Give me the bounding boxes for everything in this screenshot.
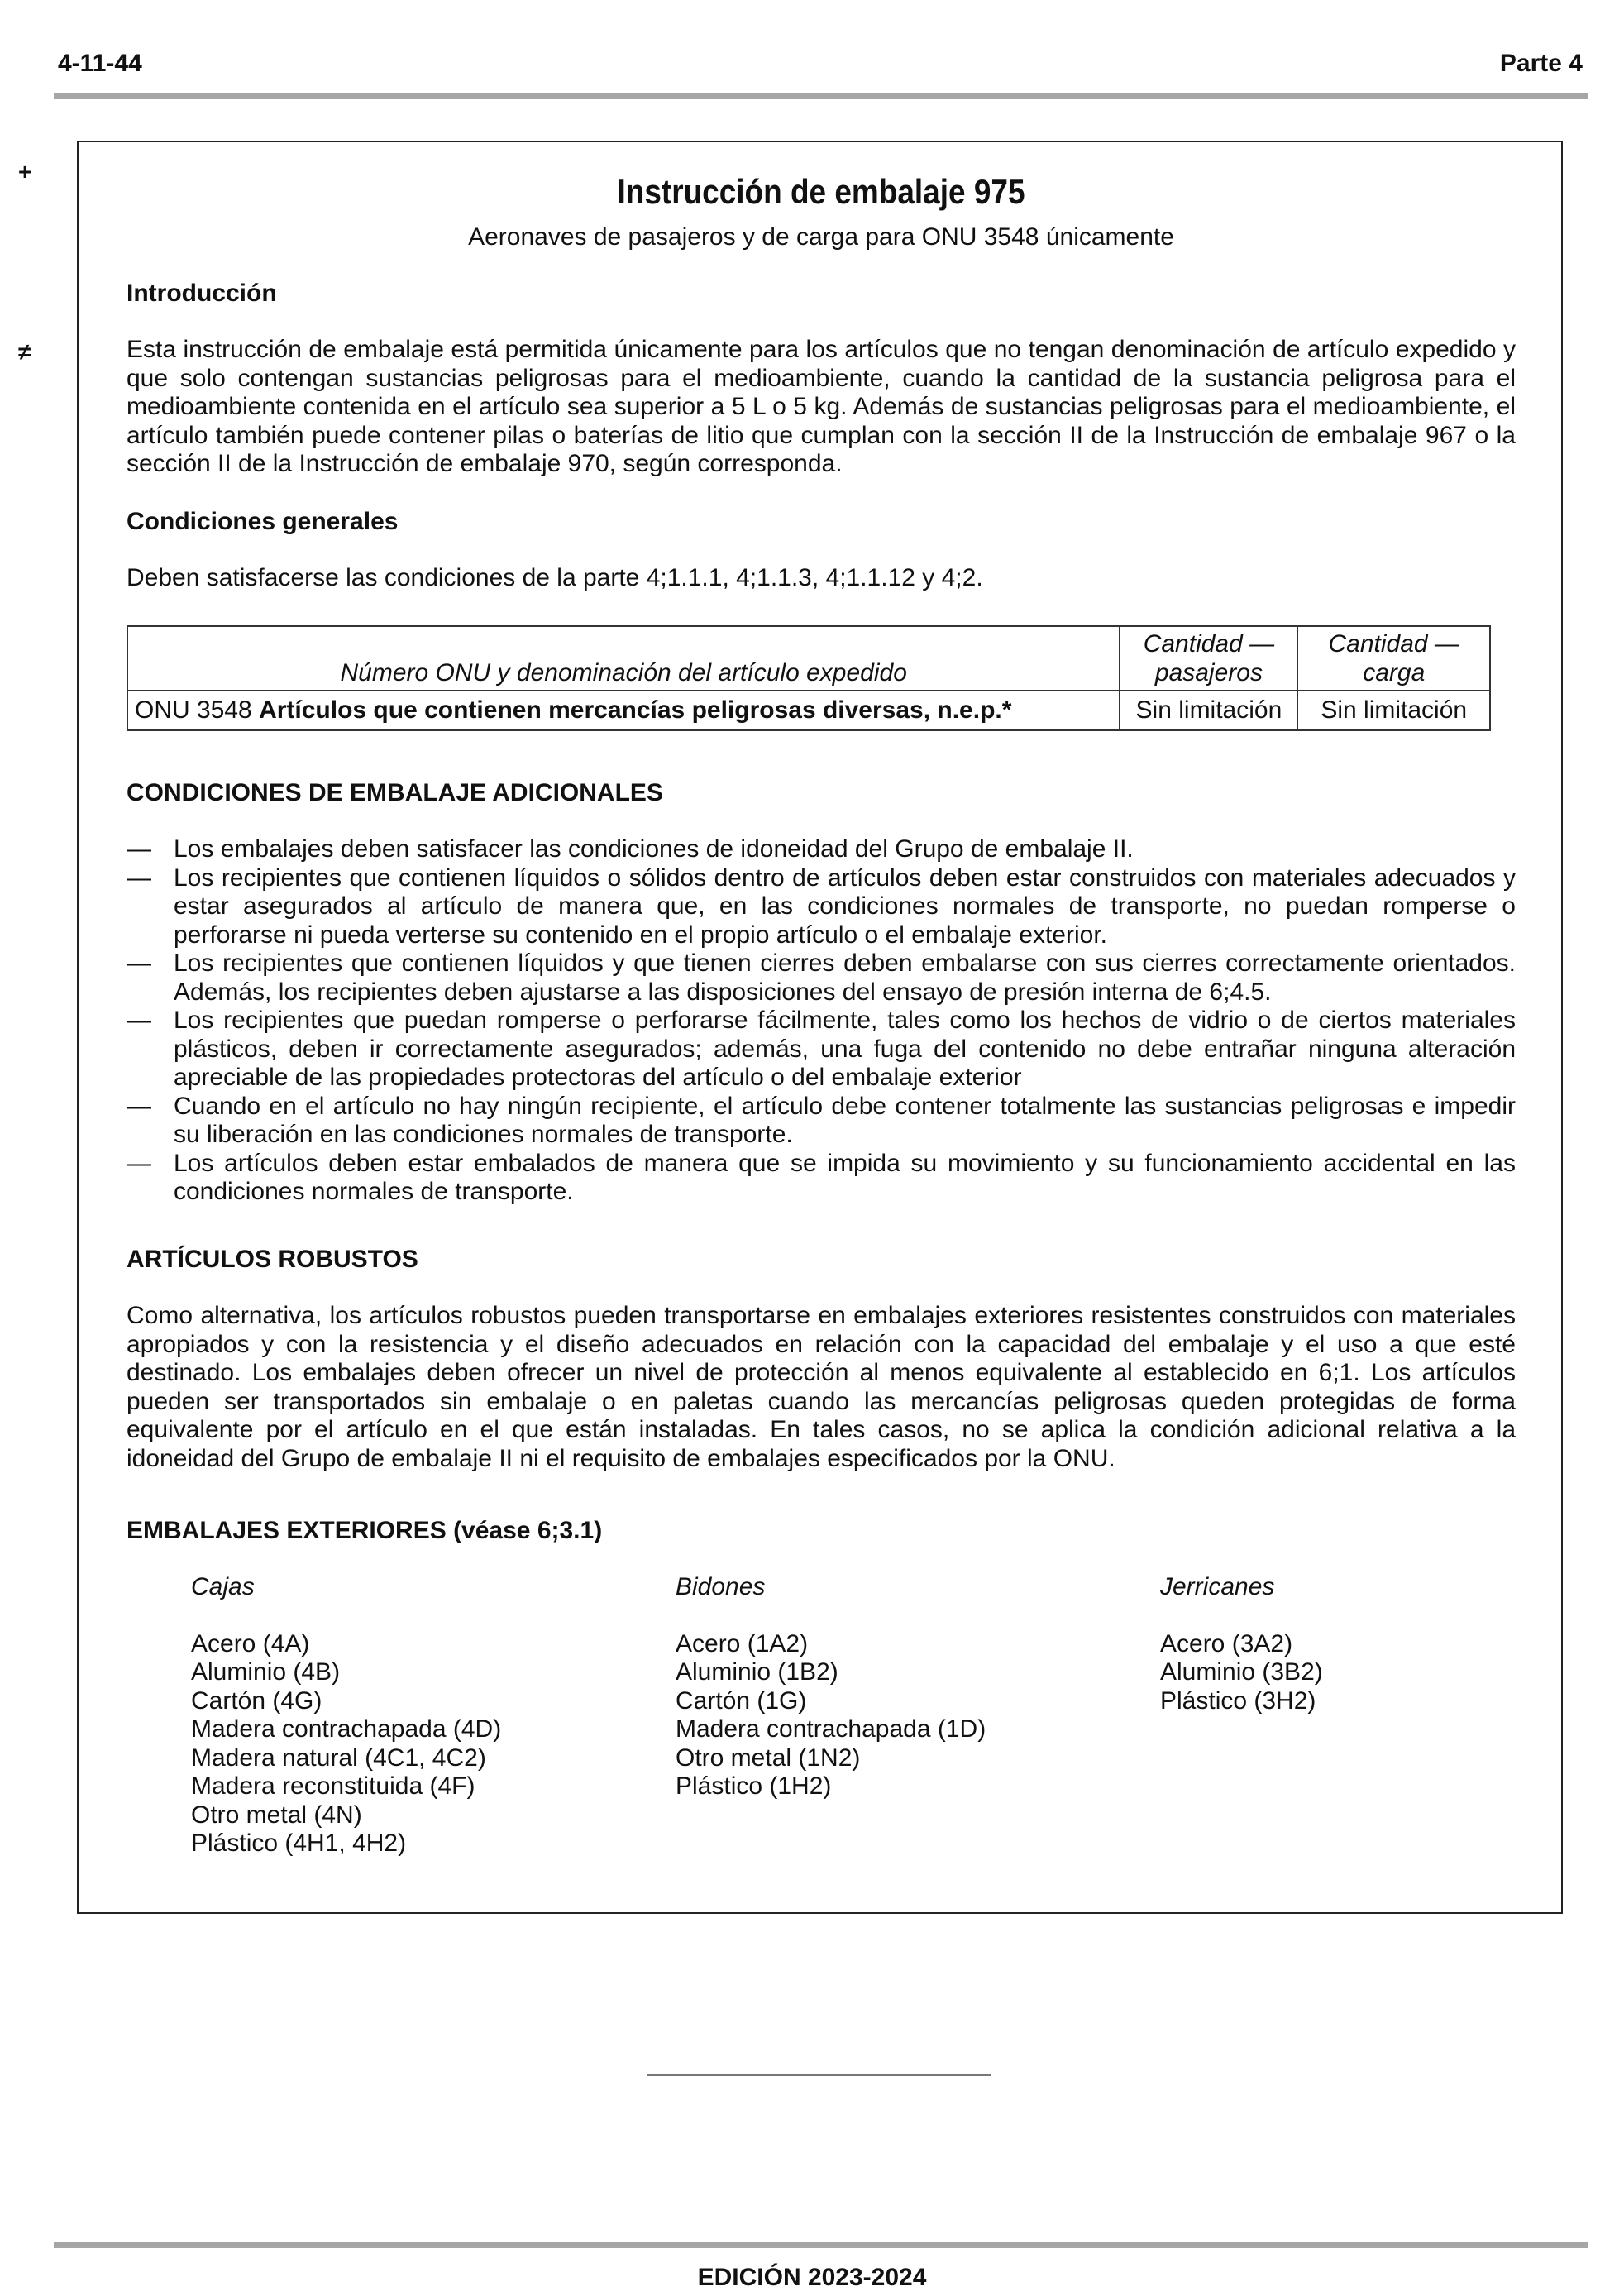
dash-bullet: — xyxy=(127,863,151,892)
dash-bullet: — xyxy=(127,1092,151,1120)
change-mark-plus: + xyxy=(18,159,32,184)
list-item-text: Los recipientes que contienen líquidos y que tienen cierres deben embalarse con sus cierres correctamente orientados. Además, los recipientes deben ajustarse a las disposiciones del ensayo de presión interna de 6;4.5. xyxy=(174,949,1516,1006)
outer-packaging-column-jerricans xyxy=(1160,1573,1507,1715)
column-title: Cajas xyxy=(191,1573,255,1600)
additional-conditions-list xyxy=(127,835,1516,1207)
list-item: Cartón (1G) xyxy=(676,1686,807,1715)
outer-packaging-column-boxes xyxy=(191,1573,654,1858)
list-item xyxy=(127,1150,1516,1207)
column-title: Jerricanes xyxy=(1160,1573,1275,1600)
list-item-text: Cuando en el artículo no hay ningún recipiente, el artículo debe contener totalmente las sustancias peligrosas e impedir su liberación en las condiciones normales de transporte. xyxy=(174,1092,1516,1148)
list-item-text: Los recipientes que puedan romperse o perforarse fácilmente, tales como los hechos de vidrio o de ciertos materiales plásticos, deben ir correctamente asegurados; además, una fuga del contenido no debe entrañar ninguna alteración apreciable de las propiedades protectoras del artículo o del embalaje exterior xyxy=(174,1007,1516,1091)
dash-bullet: — xyxy=(127,949,151,977)
column-header-cargo-quantity: Cantidad — carga xyxy=(1297,626,1490,691)
footer-rule xyxy=(54,2242,1588,2248)
proper-shipping-name: Artículos que contienen mercancías peligrosas diversas, n.e.p.* xyxy=(259,696,1012,724)
list-item: Otro metal (4N) xyxy=(191,1801,362,1829)
list-item: Otro metal (1N2) xyxy=(676,1744,861,1772)
cargo-quantity-cell: Sin limitación xyxy=(1297,691,1490,730)
column-header-un-name: Número ONU y denominación del artículo expedido xyxy=(127,626,1120,691)
column-header-passenger-quantity: Cantidad — pasajeros xyxy=(1120,626,1297,691)
table-header-row xyxy=(127,626,1490,691)
dash-bullet: — xyxy=(127,1149,151,1177)
list-item xyxy=(127,949,1516,1007)
list-item: Aluminio (3B2) xyxy=(1160,1658,1323,1686)
un-quantity-table xyxy=(127,625,1491,731)
list-item xyxy=(127,1093,1516,1150)
list-item xyxy=(127,835,1516,864)
part-label: Parte 4 xyxy=(1499,50,1583,77)
list-item xyxy=(127,1007,1516,1093)
instruction-subtitle: Aeronaves de pasajeros y de carga para ONU 3548 únicamente xyxy=(468,223,1174,251)
list-item: Madera contrachapada (1D) xyxy=(676,1715,986,1743)
separator-rule xyxy=(647,2074,991,2076)
list-item: Plástico (1H2) xyxy=(676,1772,832,1800)
un-entry-cell xyxy=(127,691,1120,730)
header-rule xyxy=(54,93,1588,99)
list-item: Aluminio (4B) xyxy=(191,1658,341,1686)
list-item xyxy=(127,864,1516,950)
list-item: Acero (4A) xyxy=(191,1629,310,1657)
intro-heading: Introducción xyxy=(127,280,277,307)
general-conditions-heading: Condiciones generales xyxy=(127,508,399,535)
list-item-text: Los artículos deben estar embalados de manera que se impida su movimiento y su funcionamiento accidental en las condiciones normales de transporte. xyxy=(174,1149,1516,1205)
list-item: Madera natural (4C1, 4C2) xyxy=(191,1744,486,1772)
outer-packagings-heading: EMBALAJES EXTERIORES (véase 6;3.1) xyxy=(127,1517,603,1544)
list-item: Madera contrachapada (4D) xyxy=(191,1715,502,1743)
page-reference: 4-11-44 xyxy=(58,50,142,77)
list-item: Cartón (4G) xyxy=(191,1686,322,1715)
list-item: Aluminio (1B2) xyxy=(676,1658,838,1686)
list-item: Acero (3A2) xyxy=(1160,1629,1293,1657)
robust-articles-heading: ARTÍCULOS ROBUSTOS xyxy=(127,1246,418,1273)
intro-paragraph: Esta instrucción de embalaje está permitida únicamente para los artículos que no tengan denominación de artículo expedido y que solo contengan sustancias peligrosas para el medioambiente, cuando la cantidad de la sustancia peligrosa para el medioambiente contenida en el artículo sea superior a 5 L o 5 kg. Además de sustancias peligrosas para el medioambiente, el artículo también puede contener pilas o baterías de litio que cumplan con la sección II de la Instrucción de embalaje 967 o la sección II de la Instrucción de embalaje 970, según corresponda. xyxy=(127,336,1516,478)
change-mark-not-equal: ≠ xyxy=(18,339,31,365)
instruction-title: Instrucción de embalaje 975 xyxy=(617,172,1025,211)
table-row xyxy=(127,691,1490,730)
dash-bullet: — xyxy=(127,1007,151,1034)
robust-articles-paragraph: Como alternativa, los artículos robustos pueden transportarse en embalajes exteriores resistentes construidos con materiales apropiados y con la resistencia y el diseño adecuados en relación con la capacidad del embalaje y el uso a que esté destinado. Los embalajes deben ofrecer un nivel de protección al menos equivalente al establecido en 6;1. Los artículos pueden ser transportados sin embalaje o en paletas cuando las mercancías peligrosas queden protegidas de forma equivalente por el artículo en el que están instaladas. En tales casos, no se aplica la condición adicional relativa a la idoneidad del Grupo de embalaje II ni el requisito de embalajes especificados por la ONU. xyxy=(127,1302,1516,1472)
list-item: Plástico (4H1, 4H2) xyxy=(191,1830,407,1857)
additional-conditions-heading: CONDICIONES DE EMBALAJE ADICIONALES xyxy=(127,779,663,806)
list-item-text: Los embalajes deben satisfacer las condiciones de idoneidad del Grupo de embalaje II. xyxy=(174,835,1134,863)
passenger-quantity-cell: Sin limitación xyxy=(1120,691,1297,730)
un-number: ONU 3548 xyxy=(135,696,260,724)
general-conditions-text: Deben satisfacerse las condiciones de la parte 4;1.1.1, 4;1.1.3, 4;1.1.12 y 4;2. xyxy=(127,564,983,591)
list-item: Plástico (3H2) xyxy=(1160,1686,1316,1715)
outer-packaging-column-drums xyxy=(676,1573,1139,1801)
edition-footer: EDICIÓN 2023-2024 xyxy=(697,2264,927,2291)
list-item: Madera reconstituida (4F) xyxy=(191,1772,475,1800)
instruction-box xyxy=(77,141,1563,1914)
column-title: Bidones xyxy=(676,1573,766,1600)
list-item: Acero (1A2) xyxy=(676,1629,809,1657)
list-item-text: Los recipientes que contienen líquidos o sólidos dentro de artículos deben estar construidos con materiales adecuados y estar asegurados al artículo de manera que, en las condiciones normales de transporte, no puedan romperse o perforarse ni pueda verterse su contenido en el propio artículo o el embalaje exterior. xyxy=(174,863,1516,949)
dash-bullet: — xyxy=(127,835,151,863)
